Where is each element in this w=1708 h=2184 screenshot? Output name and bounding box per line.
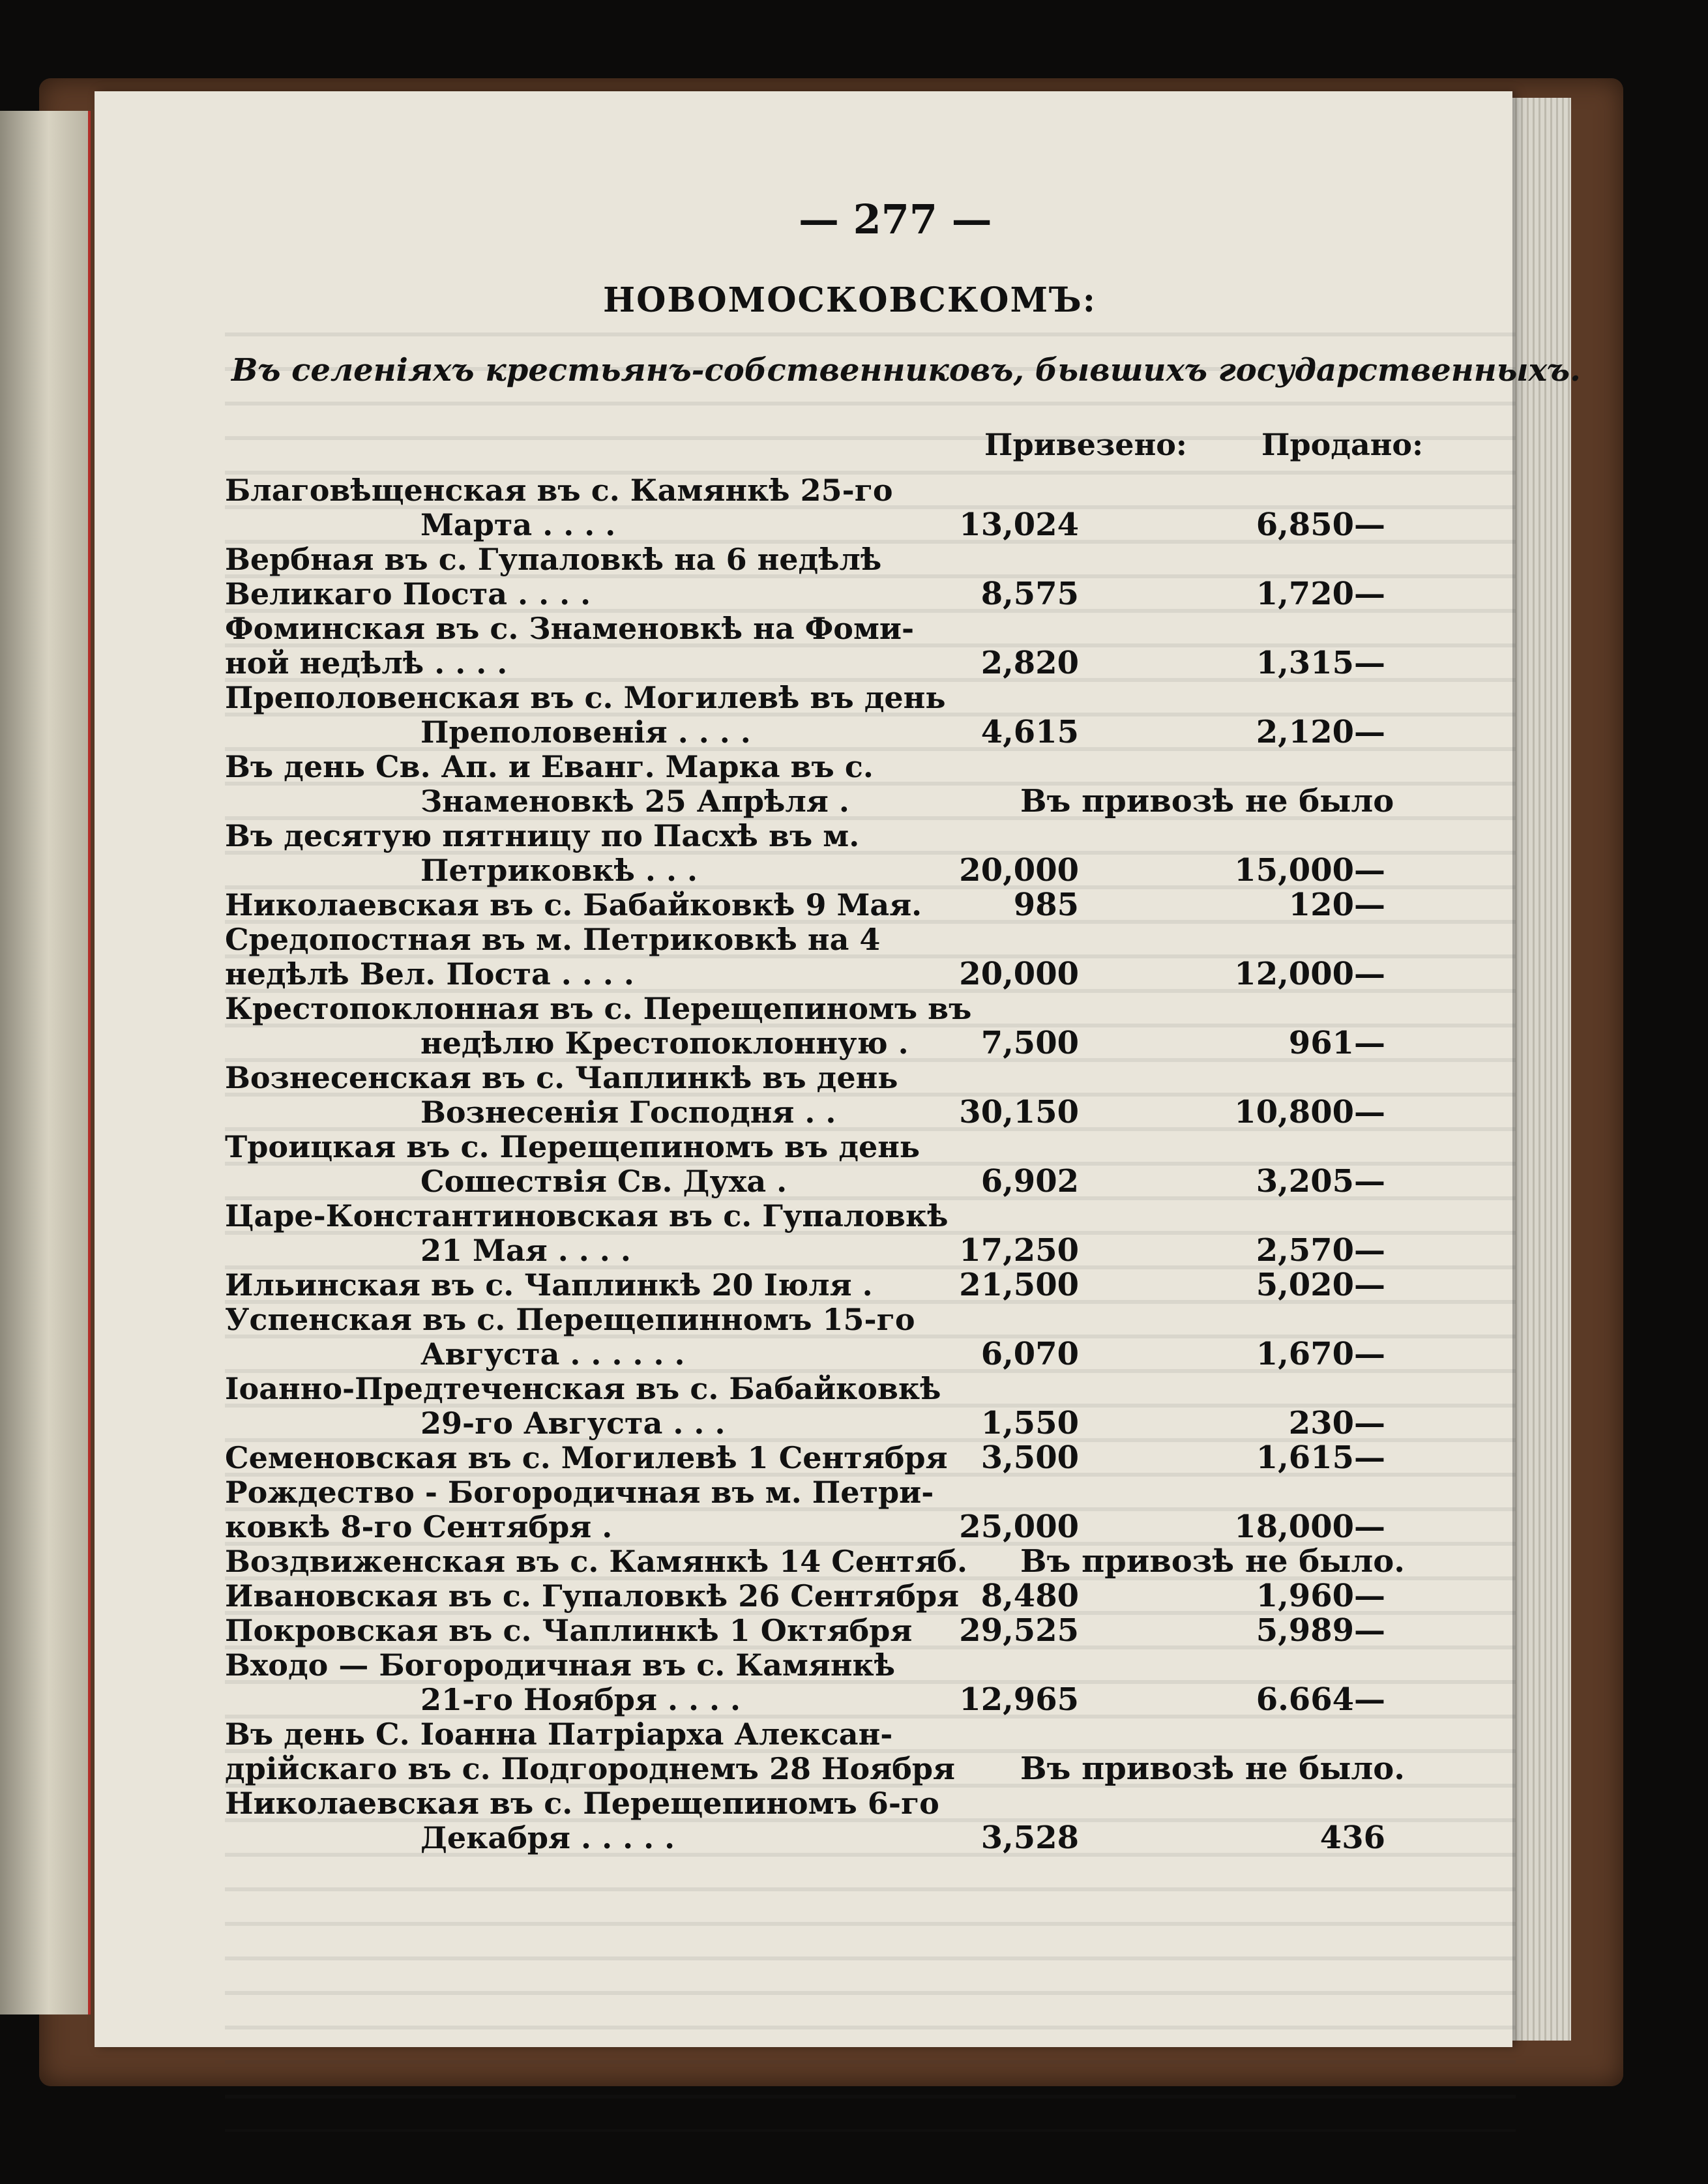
entry-line: Въ день Св. Ап. и Еванг. Марка въ с. [225,749,874,784]
entry-line: недѣлѣ Вел. Поста . . . . [225,956,634,992]
entry-sold: 120— [1288,887,1385,923]
entry-brought: 2,820 [980,645,1079,681]
left-page-edge [0,111,91,2014]
entry-line: Воздвиженская въ с. Камянкѣ 14 Сентяб. [225,1544,967,1579]
entry-brought: 4,615 [980,714,1079,750]
entry-line: Декабря . . . . . [420,1820,675,1855]
entry-sold: 230— [1288,1405,1385,1441]
entry-sold: 5,020— [1256,1267,1385,1303]
entry-line: Царе-Константиновская въ с. Гупаловкѣ [225,1198,949,1233]
entry-brought: 7,500 [980,1025,1079,1061]
entry-sold: 1,720— [1256,576,1385,612]
entry-line: дрійскаго въ с. Подгороднемъ 28 Ноября [225,1751,955,1786]
entry-brought: 29,525 [959,1612,1079,1649]
entry-sold: 15,000— [1234,852,1385,889]
entry-line: Покровская въ с. Чаплинкѣ 1 Октября [225,1613,913,1648]
entry-line: Средопостная въ м. Петриковкѣ на 4 [225,922,881,957]
entry-line: Успенская въ с. Перещепинномъ 15-го [225,1302,915,1337]
entry-line: Великаго Поста . . . . [225,576,591,612]
entry-brought: 25,000 [959,1509,1079,1545]
entry-line: ковкѣ 8-го Сентября . [225,1509,613,1544]
section-subheading: Въ селеніяхъ крестьянъ-собственниковъ, бывшихъ государственныхъ. [231,352,1581,389]
entry-line: Николаевская въ с. Бабайковкѣ 9 Мая. [225,887,922,922]
entry-line: Марта . . . . [420,507,616,542]
entry-line: Троицкая въ с. Перещепиномъ въ день [225,1129,920,1164]
entry-line: Петриковкѣ . . . [420,853,698,888]
entry-line: Преполовенія . . . . [420,715,751,750]
entry-sold: 436 [1319,1820,1385,1856]
entry-line: недѣлю Крестопоклонную . [420,1026,909,1061]
entry-sold: 3,205— [1256,1163,1385,1200]
column-header-sold: Продано: [1261,427,1424,462]
entry-brought: 17,250 [959,1232,1079,1269]
entry-line: Ильинская въ с. Чаплинкѣ 20 Іюля . [225,1267,873,1303]
entry-line: Въ день С. Іоанна Патріарха Алексан- [225,1717,893,1752]
entry-line: Знаменовкѣ 25 Апрѣля . [420,784,849,819]
section-heading: НОВОМОСКОВСКОМЪ: [603,280,1097,320]
entry-sold: 10,800— [1234,1094,1385,1130]
entry-brought: 6,902 [980,1163,1079,1200]
entry-brought: 8,480 [980,1578,1079,1614]
entry-line: Крестопоклонная въ с. Перещепиномъ въ [225,991,972,1026]
entry-brought: 1,550 [980,1405,1079,1441]
entry-sold: 5,989— [1256,1612,1385,1649]
entry-brought: 12,965 [959,1681,1079,1718]
entry-line: 21-го Ноября . . . . [420,1682,741,1717]
entry-line: Рождество - Богородичная въ м. Петри- [225,1475,934,1510]
entry-note: Въ привозѣ не было. [1020,1543,1405,1580]
entry-brought: 30,150 [959,1094,1079,1130]
entry-line: Благовѣщенская въ с. Камянкѣ 25-го [225,473,893,508]
entry-brought: 8,575 [980,576,1079,612]
entry-sold: 1,960— [1256,1578,1385,1614]
entry-brought: 21,500 [959,1267,1079,1303]
entry-brought: 3,528 [980,1820,1079,1856]
entry-line: Входо — Богородичная въ с. Камянкѣ [225,1647,896,1683]
entry-note: Въ привозѣ не было [1020,783,1394,819]
entry-line: 29-го Августа . . . [420,1406,726,1441]
entry-brought: 13,024 [959,507,1079,543]
entry-line: Вознесенія Господня . . [420,1095,836,1130]
entry-line: Семеновская въ с. Могилевѣ 1 Сентября [225,1440,948,1475]
entry-note: Въ привозѣ не было. [1020,1750,1405,1787]
entry-brought: 20,000 [959,956,1079,992]
entry-brought: 985 [1013,887,1079,923]
entry-line: Вознесенская въ с. Чаплинкѣ въ день [225,1060,898,1095]
entry-sold: 6.664— [1256,1681,1385,1718]
column-header-brought: Привезено: [984,427,1187,462]
entry-sold: 6,850— [1256,507,1385,543]
entry-brought: 20,000 [959,852,1079,889]
book-page [95,91,1581,2047]
entry-sold: 1,615— [1256,1439,1385,1476]
entry-line: Въ десятую пятницу по Пасхѣ въ м. [225,818,860,853]
entry-sold: 2,120— [1256,714,1385,750]
entry-line: Николаевская въ с. Перещепиномъ 6-го [225,1786,939,1821]
entry-line: Ивановская въ с. Гупаловкѣ 26 Сентября [225,1578,960,1614]
entry-line: 21 Мая . . . . [420,1233,631,1268]
entry-sold: 1,315— [1256,645,1385,681]
entry-line: Августа . . . . . . [420,1336,685,1372]
entry-sold: 961— [1288,1025,1385,1061]
entry-line: ной недѣлѣ . . . . [225,645,508,681]
entry-sold: 12,000— [1234,956,1385,992]
entry-brought: 6,070 [980,1336,1079,1372]
entry-sold: 18,000— [1234,1509,1385,1545]
page-number: — 277 — [799,196,992,243]
entry-line: Вербная въ с. Гупаловкѣ на 6 недѣлѣ [225,542,882,577]
entry-line: Фоминская въ с. Знаменовкѣ на Фоми- [225,611,915,646]
entry-sold: 2,570— [1256,1232,1385,1269]
entry-sold: 1,670— [1256,1336,1385,1372]
entry-line: Іоанно-Предтеченская въ с. Бабайковкѣ [225,1371,941,1406]
entry-line: Сошествія Св. Духа . [420,1164,788,1199]
entry-brought: 3,500 [980,1439,1079,1476]
entry-line: Преполовенская въ с. Могилевѣ въ день [225,680,946,715]
